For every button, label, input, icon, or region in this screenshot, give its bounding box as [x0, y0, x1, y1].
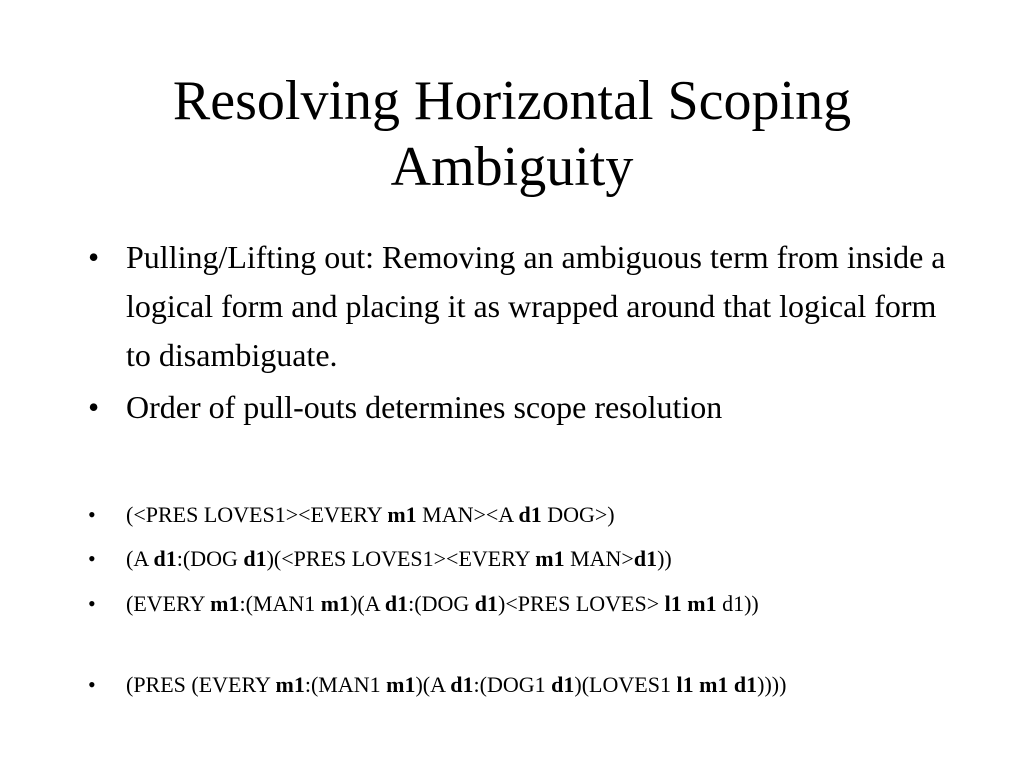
variable-token: d1 — [733, 672, 758, 697]
form-segment: d1)) — [716, 591, 759, 616]
bullet-dot: • — [88, 591, 96, 616]
form-segment: :(MAN1 — [239, 591, 321, 616]
variable-token: m1 — [275, 672, 305, 697]
variable-token: m1 — [320, 591, 351, 616]
variable-token: m1 — [210, 591, 240, 616]
logical-form-4 — [88, 667, 948, 702]
form-segment: MAN> — [564, 546, 634, 571]
bullet-order — [88, 383, 948, 432]
title-line-2: Ambiguity — [390, 136, 634, 198]
logical-form-text — [126, 586, 948, 621]
logical-form-1 — [88, 497, 948, 532]
variable-token: l1 — [676, 672, 694, 697]
form-segment: DOG>) — [541, 502, 615, 527]
form-segment: :(DOG1 — [473, 672, 552, 697]
form-segment: (PRES (EVERY — [126, 672, 276, 697]
form-segment: )(LOVES1 — [574, 672, 677, 697]
variable-token: d1 — [153, 546, 177, 571]
bullet-dot: • — [88, 502, 96, 527]
logical-form-text — [126, 541, 948, 576]
bullet-dot: • — [88, 546, 96, 571]
bullet-dot: • — [88, 672, 96, 697]
form-segment: )(A — [350, 591, 385, 616]
form-segment: )))) — [757, 672, 787, 697]
form-segment: (EVERY — [126, 591, 211, 616]
form-segment: )(A — [415, 672, 451, 697]
form-segment: :(DOG — [408, 591, 475, 616]
logical-form-text — [126, 667, 948, 702]
title-line-1: Resolving Horizontal Scoping — [172, 70, 852, 132]
bullet-dot: • — [88, 389, 100, 425]
variable-token: d1 — [551, 672, 575, 697]
bullet-dot: • — [88, 239, 100, 275]
variable-token: m1 — [387, 502, 417, 527]
form-segment: )<PRES LOVES> — [498, 591, 665, 616]
variable-token: d1 — [384, 591, 409, 616]
variable-token: d1 — [450, 672, 474, 697]
variable-token: m1 — [535, 546, 565, 571]
variable-token: m1 — [687, 591, 717, 616]
variable-token: m1 — [699, 672, 729, 697]
form-segment: )) — [657, 546, 672, 571]
bullet-text: Pulling/Lifting out: Removing an ambiguous term from inside a logical form and placing it as wrapped around that logical form to disambiguate. — [126, 239, 946, 373]
bullet-text: Order of pull-outs determines scope resolution — [126, 389, 723, 425]
variable-token: d1 — [474, 591, 498, 616]
form-segment: MAN><A — [416, 502, 519, 527]
form-segment: :(DOG — [176, 546, 244, 571]
form-segment: (A — [126, 546, 154, 571]
logical-form-text — [126, 497, 948, 532]
bullet-pulling-out — [88, 233, 948, 380]
logical-form-3 — [88, 586, 948, 621]
slide-title — [60, 68, 964, 200]
variable-token: d1 — [518, 502, 542, 527]
variable-token: m1 — [386, 672, 416, 697]
variable-token: l1 — [664, 591, 682, 616]
logical-form-2 — [88, 541, 948, 576]
variable-token: d1 — [633, 546, 658, 571]
form-segment: :(MAN1 — [304, 672, 387, 697]
form-segment: )(<PRES LOVES1><EVERY — [266, 546, 536, 571]
variable-token: d1 — [243, 546, 267, 571]
form-segment: (<PRES LOVES1><EVERY — [126, 502, 388, 527]
